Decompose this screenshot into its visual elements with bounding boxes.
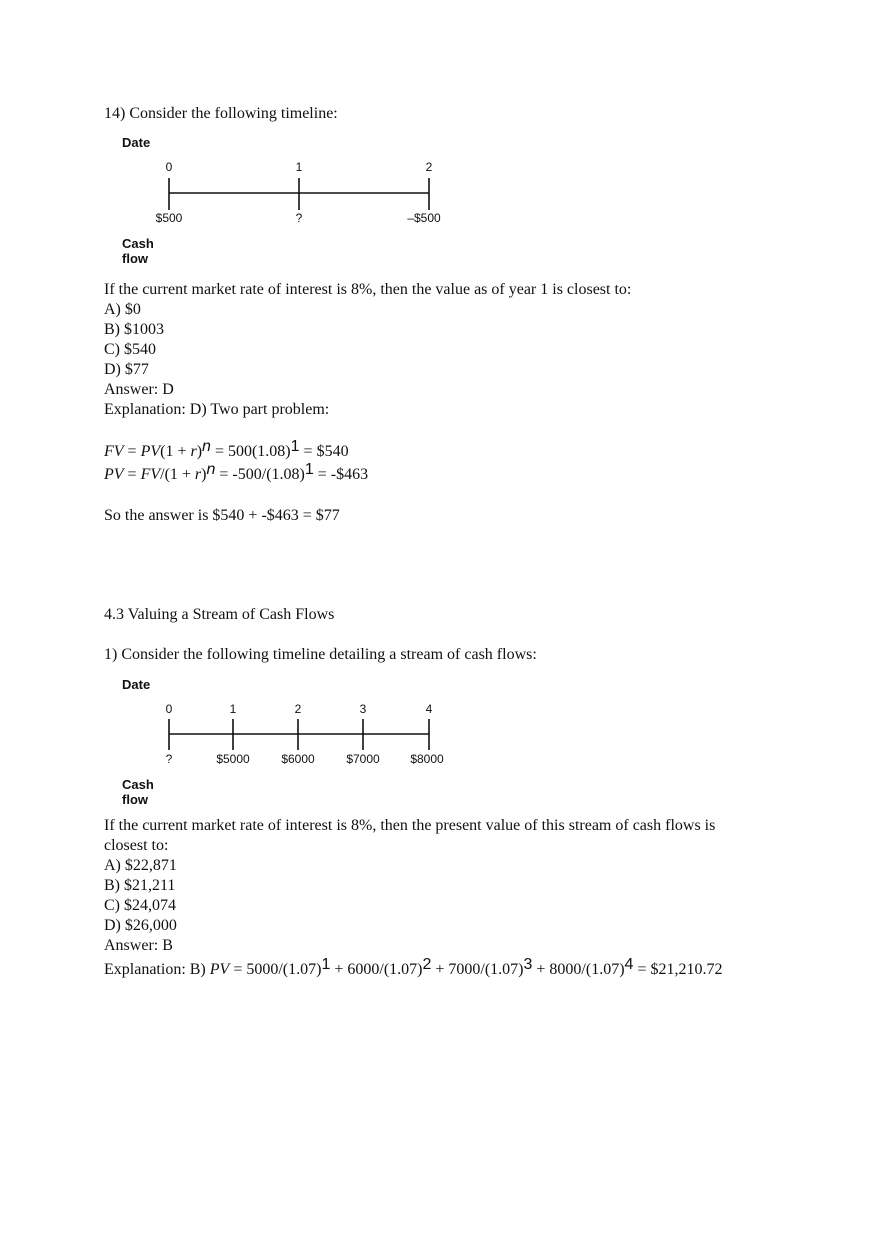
- timeline-flow-label: flow: [122, 251, 148, 266]
- option-b: B) $1003: [104, 321, 164, 338]
- timeline-cash-flow: $500: [155, 211, 183, 225]
- timeline-period-label: 1: [229, 702, 237, 716]
- question-1-text-cont: closest to:: [104, 837, 169, 854]
- option-c: C) $540: [104, 341, 156, 358]
- formula-fv: FV = $PV(1 + r)^n = 500(1.08)^1$ = $540: [104, 438, 349, 460]
- question-14-text: If the current market rate of interest is 8%, then the value as of year 1 is closest to:: [104, 281, 632, 298]
- option-a: A) $22,871: [104, 857, 177, 874]
- conclusion: So the answer is $540 + -$463 = $77: [104, 507, 340, 524]
- answer: Answer: D: [104, 381, 174, 398]
- option-d: D) $77: [104, 361, 149, 378]
- option-c: C) $24,074: [104, 897, 176, 914]
- timeline-cash-flow: $6000: [281, 752, 315, 766]
- timeline-cash-label: Cash: [122, 236, 154, 251]
- timeline-period-label: 2: [425, 160, 433, 174]
- timeline-period-label: 1: [295, 160, 303, 174]
- timeline-cash-flow: ?: [165, 752, 173, 766]
- timeline-period-label: 3: [359, 702, 367, 716]
- timeline-cash-flow: –$500: [407, 211, 441, 225]
- timeline-period-label: 0: [165, 160, 173, 174]
- timeline-cash-label: Cash: [122, 777, 154, 792]
- timeline-1-axis: [169, 719, 429, 750]
- question-1-prompt: 1) Consider the following timeline detailing a stream of cash flows:: [104, 646, 537, 663]
- timeline-cash-flow: $5000: [216, 752, 250, 766]
- timeline-flow-label: flow: [122, 792, 148, 807]
- question-1-text: If the current market rate of interest is 8%, then the present value of this stream of cash flows is: [104, 817, 716, 834]
- timeline-14-axis: [169, 178, 429, 210]
- timeline-period-label: 2: [294, 702, 302, 716]
- answer: Answer: B: [104, 937, 173, 954]
- timeline-cash-flow: $8000: [410, 752, 444, 766]
- question-14-prompt: 14) Consider the following timeline:: [104, 105, 338, 122]
- option-d: D) $26,000: [104, 917, 177, 934]
- formula-pv: PV = $FV/(1 + r)^n = -500/(1.08)^1$ = -$463: [104, 461, 369, 483]
- timeline-period-label: 4: [425, 702, 433, 716]
- option-b: B) $21,211: [104, 877, 176, 894]
- timeline-cash-flow: $7000: [346, 752, 380, 766]
- explanation: Explanation: D) Two part problem:: [104, 401, 330, 418]
- timeline-date-label: Date: [122, 135, 151, 150]
- section-heading: 4.3 Valuing a Stream of Cash Flows: [104, 606, 335, 623]
- option-a: A) $0: [104, 301, 141, 318]
- timeline-cash-flow: ?: [295, 211, 303, 225]
- explanation-formula: Explanation: B) PV = $5000/(1.07)^1 + 6000/(1.07)^2 + 7000/(1.07)^3 + 8000/(1.07)^4$ = $21,210.72: [104, 956, 723, 978]
- timeline-date-label: Date: [122, 677, 151, 692]
- timeline-period-label: 0: [165, 702, 173, 716]
